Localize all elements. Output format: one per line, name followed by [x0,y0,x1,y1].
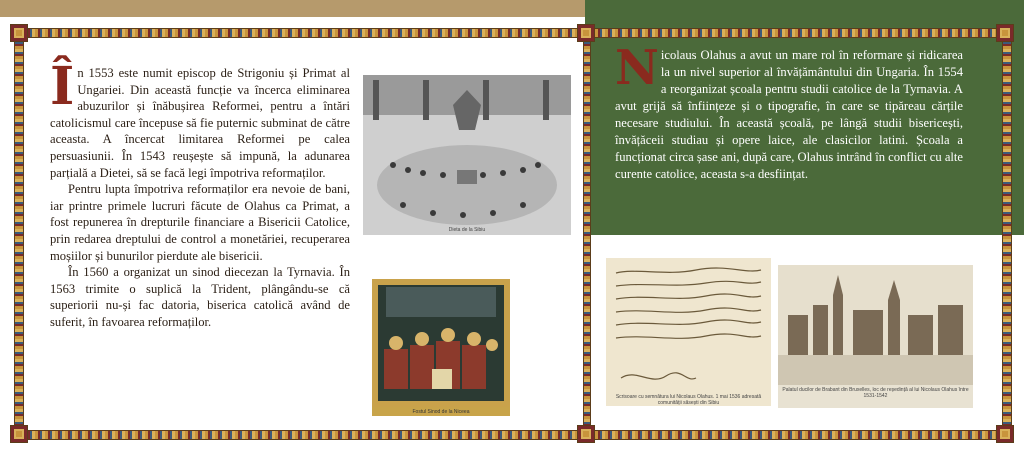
corner-bottom-right [996,425,1014,443]
right-paragraph-text: icolaus Olahus a avut un mare rol în reformare și ridicarea la un nivel superior al învățământului din Ungaria. În 1554 a reorganizat școala pentru studii catolice de la Tyrnavia. A avut grijă să înființeze și o tipografie, în care se tipăreau cărțile necesare studiului. În această școală, pe lângă studii bisericești, învățăceii studiau și opere laice, ale clasicilor latini. Școala a funcționat circa șase ani, după care, Olahus intrând în conflict cu alte curente catolice, aceasta s-a desființat. [615,48,963,181]
city-engraving-image [778,265,973,408]
diet-caption: Dieta de la Sibiu [448,227,486,233]
paragraph-1-text: n 1553 este numit episcop de Strigoniu și Primat al Ungariei. Din această funcție va încerca eliminarea abuzurilor și înăbușirea Reformei, pentru a întări catolicismul care începuse să fie puternic subminat de către aceasta. A încercat limitarea Reformei pe calea persuasiunii. În 1543 reușește să impună, la adunarea parțială a Dietei, să se facă legi împotriva reformaților. [50,66,350,180]
letter-manuscript-image [606,258,771,406]
diet-engraving-image [363,75,571,235]
paragraph-1 [50,56,350,181]
border-bottom [14,430,1012,440]
top-green-band [585,0,1024,17]
corner-bottom-left [10,425,28,443]
corner-top-center [577,24,595,42]
bottom-band [0,435,1024,475]
council-caption: Fostul Sinod de la Niceea [412,409,470,415]
right-article-text [615,40,963,183]
corner-top-left [10,24,28,42]
left-article-text [50,56,350,331]
top-tan-band [0,0,585,17]
corner-bottom-center [577,425,595,443]
paragraph-3: În 1560 a organizat un sinod diecezan la Tyrnavia. În 1563 trimite o suplică la Trident, plângându-se că superiorii nu-și fac datoria, biserica catolică având de suferit, în favoarea reformaților. [50,265,350,329]
border-left [14,28,24,440]
letter-caption: Scrisoare cu semnătura lui Nicolaus Olahus. 1 mai 1536 adresată comunității săsești din Sibiu [615,394,762,406]
border-right [1002,28,1012,440]
council-icon-painting [372,279,510,416]
border-center [583,28,591,440]
paragraph-2: Pentru lupta împotriva reformaților era nevoie de bani, iar printre primele lucruri făcute de Olahus ca Primat, a fost repunerea în drepturile financiare a Bisericii Catolice, prin redarea dreptului de control a monetăriei, recuperarea moșiilor și bunurilor pierdute ale bisericii. [50,182,350,263]
border-top [14,28,1012,38]
corner-top-right [996,24,1014,42]
city-caption: Palatul ducilor de Brabant din Bruxelles, loc de reședință al lui Nicolaus Olahus între 1531-1542 [782,387,969,399]
drop-cap-right: N [615,40,659,96]
drop-cap-left: Î [50,56,75,117]
right-paragraph [615,40,963,183]
